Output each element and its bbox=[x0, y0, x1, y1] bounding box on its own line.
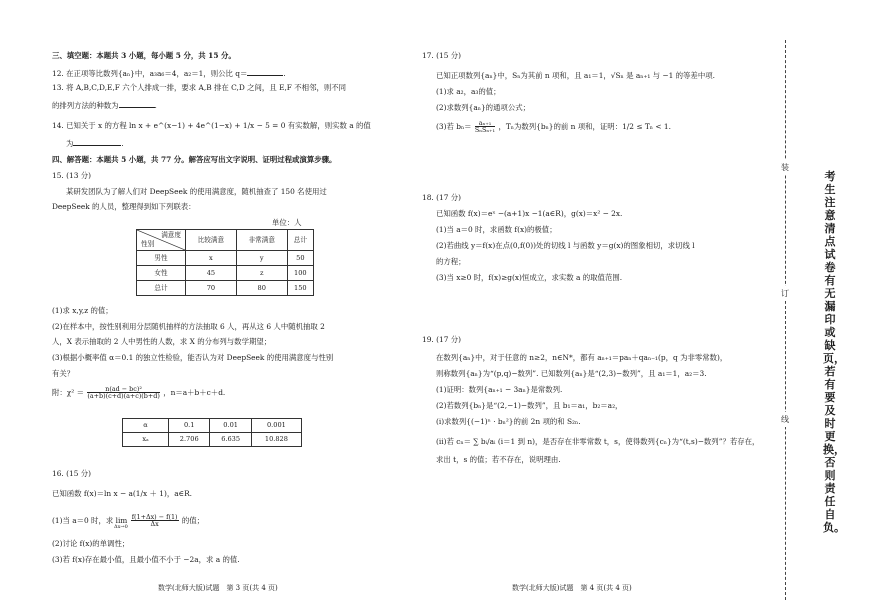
question-17-part-1: (1)求 a₂，a₃的值； bbox=[436, 87, 501, 96]
question-14-line-2: 为 . bbox=[66, 139, 124, 148]
candidate-notice: 考生注意清点试卷有无漏印或缺页，若有要及时更换，否则责任自负。 bbox=[823, 170, 845, 534]
table-cell: 100 bbox=[287, 266, 313, 281]
question-19-stem-2: 则称数列{aₙ}为“(p,q)−数列”. 已知数列{aₙ}是“(2,3)−数列”，且 a₁＝1，a₂＝3. bbox=[436, 369, 707, 378]
table-header-row bbox=[137, 230, 314, 251]
critical-value-table bbox=[122, 418, 302, 447]
chi-square-formula: 附：χ² ＝ $\frac{\text{n(ad − bc)²}}{(a+b)(c+d)(a+c)(b+d)}$ ，n＝a＋b＋c＋d. bbox=[52, 385, 226, 401]
question-19-part-2-ii-line-2: 求出 t，s 的值；若不存在，说明理由. bbox=[436, 455, 561, 464]
limit-fraction: $\frac{f(1+\Delta x) - f(1)}{\Delta x}$ bbox=[131, 513, 178, 529]
diag-top-label: 满意度 bbox=[161, 231, 181, 239]
table-cell: 0.01 bbox=[210, 419, 251, 433]
table-cell: 45 bbox=[186, 266, 237, 281]
question-18-part-3: (3)当 x≥0 时，f(x)≥g(x)恒成立，求实数 a 的取值范围. bbox=[436, 273, 623, 282]
page-3-footer: 数学(北师大版)试题 第 3 页(共 4 页) bbox=[158, 584, 278, 592]
limit-subscript: Δx→0 bbox=[114, 524, 128, 530]
table-row bbox=[123, 419, 302, 433]
question-19-part-2-ii-line-1: (ⅱ)若 cₙ＝ ∑ bᵢ/aᵢ (i＝1 到 n)，是否存在非零常数 t，s，使得数列{cₙ}为“(t,s)−数列”？若存在， bbox=[436, 437, 760, 446]
table-row bbox=[123, 433, 302, 447]
question-16-part-1: (1)当 a＝0 时，求 lim $\frac{f(1+\Delta x) - f(1)}{\Delta x}$ 的值； bbox=[52, 513, 205, 529]
question-14-line-1: 14. 已知关于 x 的方程 ln x + e^(x−1) + 4e^(1−x) + 1/x − 5 = 0 有实数解，则实数 a 的值 bbox=[52, 121, 371, 130]
diag-bottom-label: 性别 bbox=[141, 240, 155, 249]
binding-dashed-line bbox=[785, 40, 786, 600]
page-4-footer: 数学(北师大版)试题 第 4 页(共 4 页) bbox=[512, 584, 632, 592]
row-label: 男性 bbox=[137, 251, 186, 266]
question-19-part-1: (1)证明：数列{aₙ₊₁ − 3aₙ}是常数列. bbox=[436, 385, 563, 394]
answer-blank bbox=[247, 68, 283, 76]
question-18-header: 18. (17 分) bbox=[422, 193, 462, 202]
contingency-table bbox=[136, 229, 314, 296]
question-15-part-2-line-2: 人，X 表示抽取的 2 人中男性的人数，求 X 的分布列与数学期望； bbox=[52, 337, 272, 346]
question-18-part-2-line-2: 的方程； bbox=[436, 257, 466, 266]
table-cell: 0.1 bbox=[169, 419, 210, 433]
table-cell: 6.635 bbox=[210, 433, 251, 447]
bn-fraction: $\frac{\text{aₙ₊₁}}{\text{SₙSₙ₊₁}}$ bbox=[474, 119, 496, 135]
row-label: α bbox=[123, 419, 169, 433]
question-15-part-1: (1)求 x,y,z 的值； bbox=[52, 306, 113, 315]
binding-margin bbox=[773, 0, 870, 615]
diagonal-header-cell bbox=[137, 230, 186, 251]
table-cell: 0.001 bbox=[251, 419, 301, 433]
binding-mark: 订 bbox=[781, 286, 789, 301]
binding-mark: 装 bbox=[781, 160, 789, 175]
section-4-heading: 四、解答题：本题共 5 小题，共 77 分。解答应写出文字说明、证明过程或演算步骤。 bbox=[52, 155, 337, 164]
question-15-part-2-line-1: (2)在样本中，按性别利用分层随机抽样的方法抽取 6 人，再从这 6 人中随机抽取 2 bbox=[52, 322, 325, 331]
binding-mark: 线 bbox=[781, 412, 789, 427]
question-18-part-1: (1)当 a＝0 时，求函数 f(x)的极值； bbox=[436, 225, 557, 234]
question-15-intro-1: 某研发团队为了解人们对 DeepSeek 的使用满意度，随机抽查了 150 名使用过 bbox=[66, 187, 327, 196]
table-cell: 10.828 bbox=[251, 433, 301, 447]
question-15-header: 15. (13 分) bbox=[52, 171, 92, 180]
question-17-part-2: (2)求数列{aₙ}的通项公式； bbox=[436, 103, 530, 112]
question-16-stem: 已知函数 f(x)＝ln x − a(1/x ＋ 1)，a∈R. bbox=[52, 489, 193, 498]
table-cell: z bbox=[236, 266, 287, 281]
table-cell: 80 bbox=[236, 281, 287, 296]
question-16-part-3: (3)若 f(x)存在最小值，且最小值不小于 −2a，求 a 的值. bbox=[52, 555, 240, 564]
formula-fraction: $\frac{\text{n(ad − bc)²}}{(a+b)(c+d)(a+c)(b+d)}$ bbox=[87, 385, 160, 401]
table-cell: 70 bbox=[186, 281, 237, 296]
question-18-stem: 已知函数 f(x)＝eˣ −(a+1)x −1(a∈R)，g(x)＝x² − 2x. bbox=[436, 209, 623, 218]
table-cell: 2.706 bbox=[169, 433, 210, 447]
table-cell: y bbox=[236, 251, 287, 266]
table-header-cell: 总计 bbox=[287, 230, 313, 251]
table-cell: 50 bbox=[287, 251, 313, 266]
question-13-line-2: 的排列方法的种数为 . bbox=[52, 101, 157, 110]
answer-blank bbox=[119, 100, 155, 108]
question-15-part-3-line-1: (3)根据小概率值 α＝0.1 的独立性检验，能否认为对 DeepSeek 的使用满意度与性别 bbox=[52, 353, 334, 362]
question-19-stem-1: 在数列{aₙ}中，对于任意的 n≥2，n∈N*，都有 aₙ₊₁＝paₙ＋qaₙ₋₁(p，q 为非零常数)， bbox=[436, 353, 728, 362]
question-16-part-2: (2)讨论 f(x)的单调性； bbox=[52, 539, 130, 548]
question-19-part-2: (2)若数列{bₙ}是“(2,−1)−数列”，且 b₁＝a₁，b₂＝a₂， bbox=[436, 401, 623, 410]
table-unit: 单位：人 bbox=[272, 218, 302, 227]
table-cell: x bbox=[186, 251, 237, 266]
question-12: 12. 在正项等比数列{aₙ}中，a₃a₆＝4，a₂＝1，则公比 q＝ . bbox=[52, 69, 286, 78]
row-label: xₐ bbox=[123, 433, 169, 447]
section-3-heading: 三、填空题：本题共 3 小题，每小题 5 分，共 15 分。 bbox=[52, 51, 236, 60]
table-row bbox=[137, 251, 314, 266]
question-17-header: 17. (15 分) bbox=[422, 51, 462, 60]
question-19-header: 19. (17 分) bbox=[422, 335, 462, 344]
question-16-header: 16. (15 分) bbox=[52, 469, 92, 478]
question-17-stem: 已知正项数列{aₙ}中，Sₙ为其前 n 项和，且 a₁＝1，√Sₙ 是 aₙ₊₁ 与 −1 的等差中项. bbox=[436, 71, 715, 80]
table-row bbox=[137, 266, 314, 281]
table-cell: 150 bbox=[287, 281, 313, 296]
question-15-part-3-line-2: 有关？ bbox=[52, 369, 75, 378]
question-17-part-3: (3)若 bₙ＝ $\frac{\text{aₙ₊₁}}{\text{SₙSₙ₊₁}}$ ，Tₙ为数列{bₙ}的前 n 项和，证明：1/2 ≤ Tₙ < 1. bbox=[436, 119, 671, 135]
row-label: 总计 bbox=[137, 281, 186, 296]
question-18-part-2-line-1: (2)若曲线 y＝f(x)在点(0,f(0))处的切线 l 与函数 y＝g(x)的图象相切，求切线 l bbox=[436, 241, 695, 250]
question-15-intro-2: DeepSeek 的人员，整理得到如下列联表： bbox=[52, 202, 196, 211]
row-label: 女性 bbox=[137, 266, 186, 281]
question-19-part-2-i: (ⅰ)求数列{(−1)ⁿ · bₙ²}的前 2n 项的和 S₂ₙ. bbox=[436, 417, 581, 426]
table-row bbox=[137, 281, 314, 296]
question-13-line-1: 13. 将 A,B,C,D,E,F 六个人排成一排，要求 A,B 排在 C,D 之间，且 E,F 不相邻，则不同 bbox=[52, 83, 347, 92]
table-header-cell: 非常满意 bbox=[236, 230, 287, 251]
answer-blank bbox=[73, 138, 121, 146]
table-header-cell: 比较满意 bbox=[186, 230, 237, 251]
